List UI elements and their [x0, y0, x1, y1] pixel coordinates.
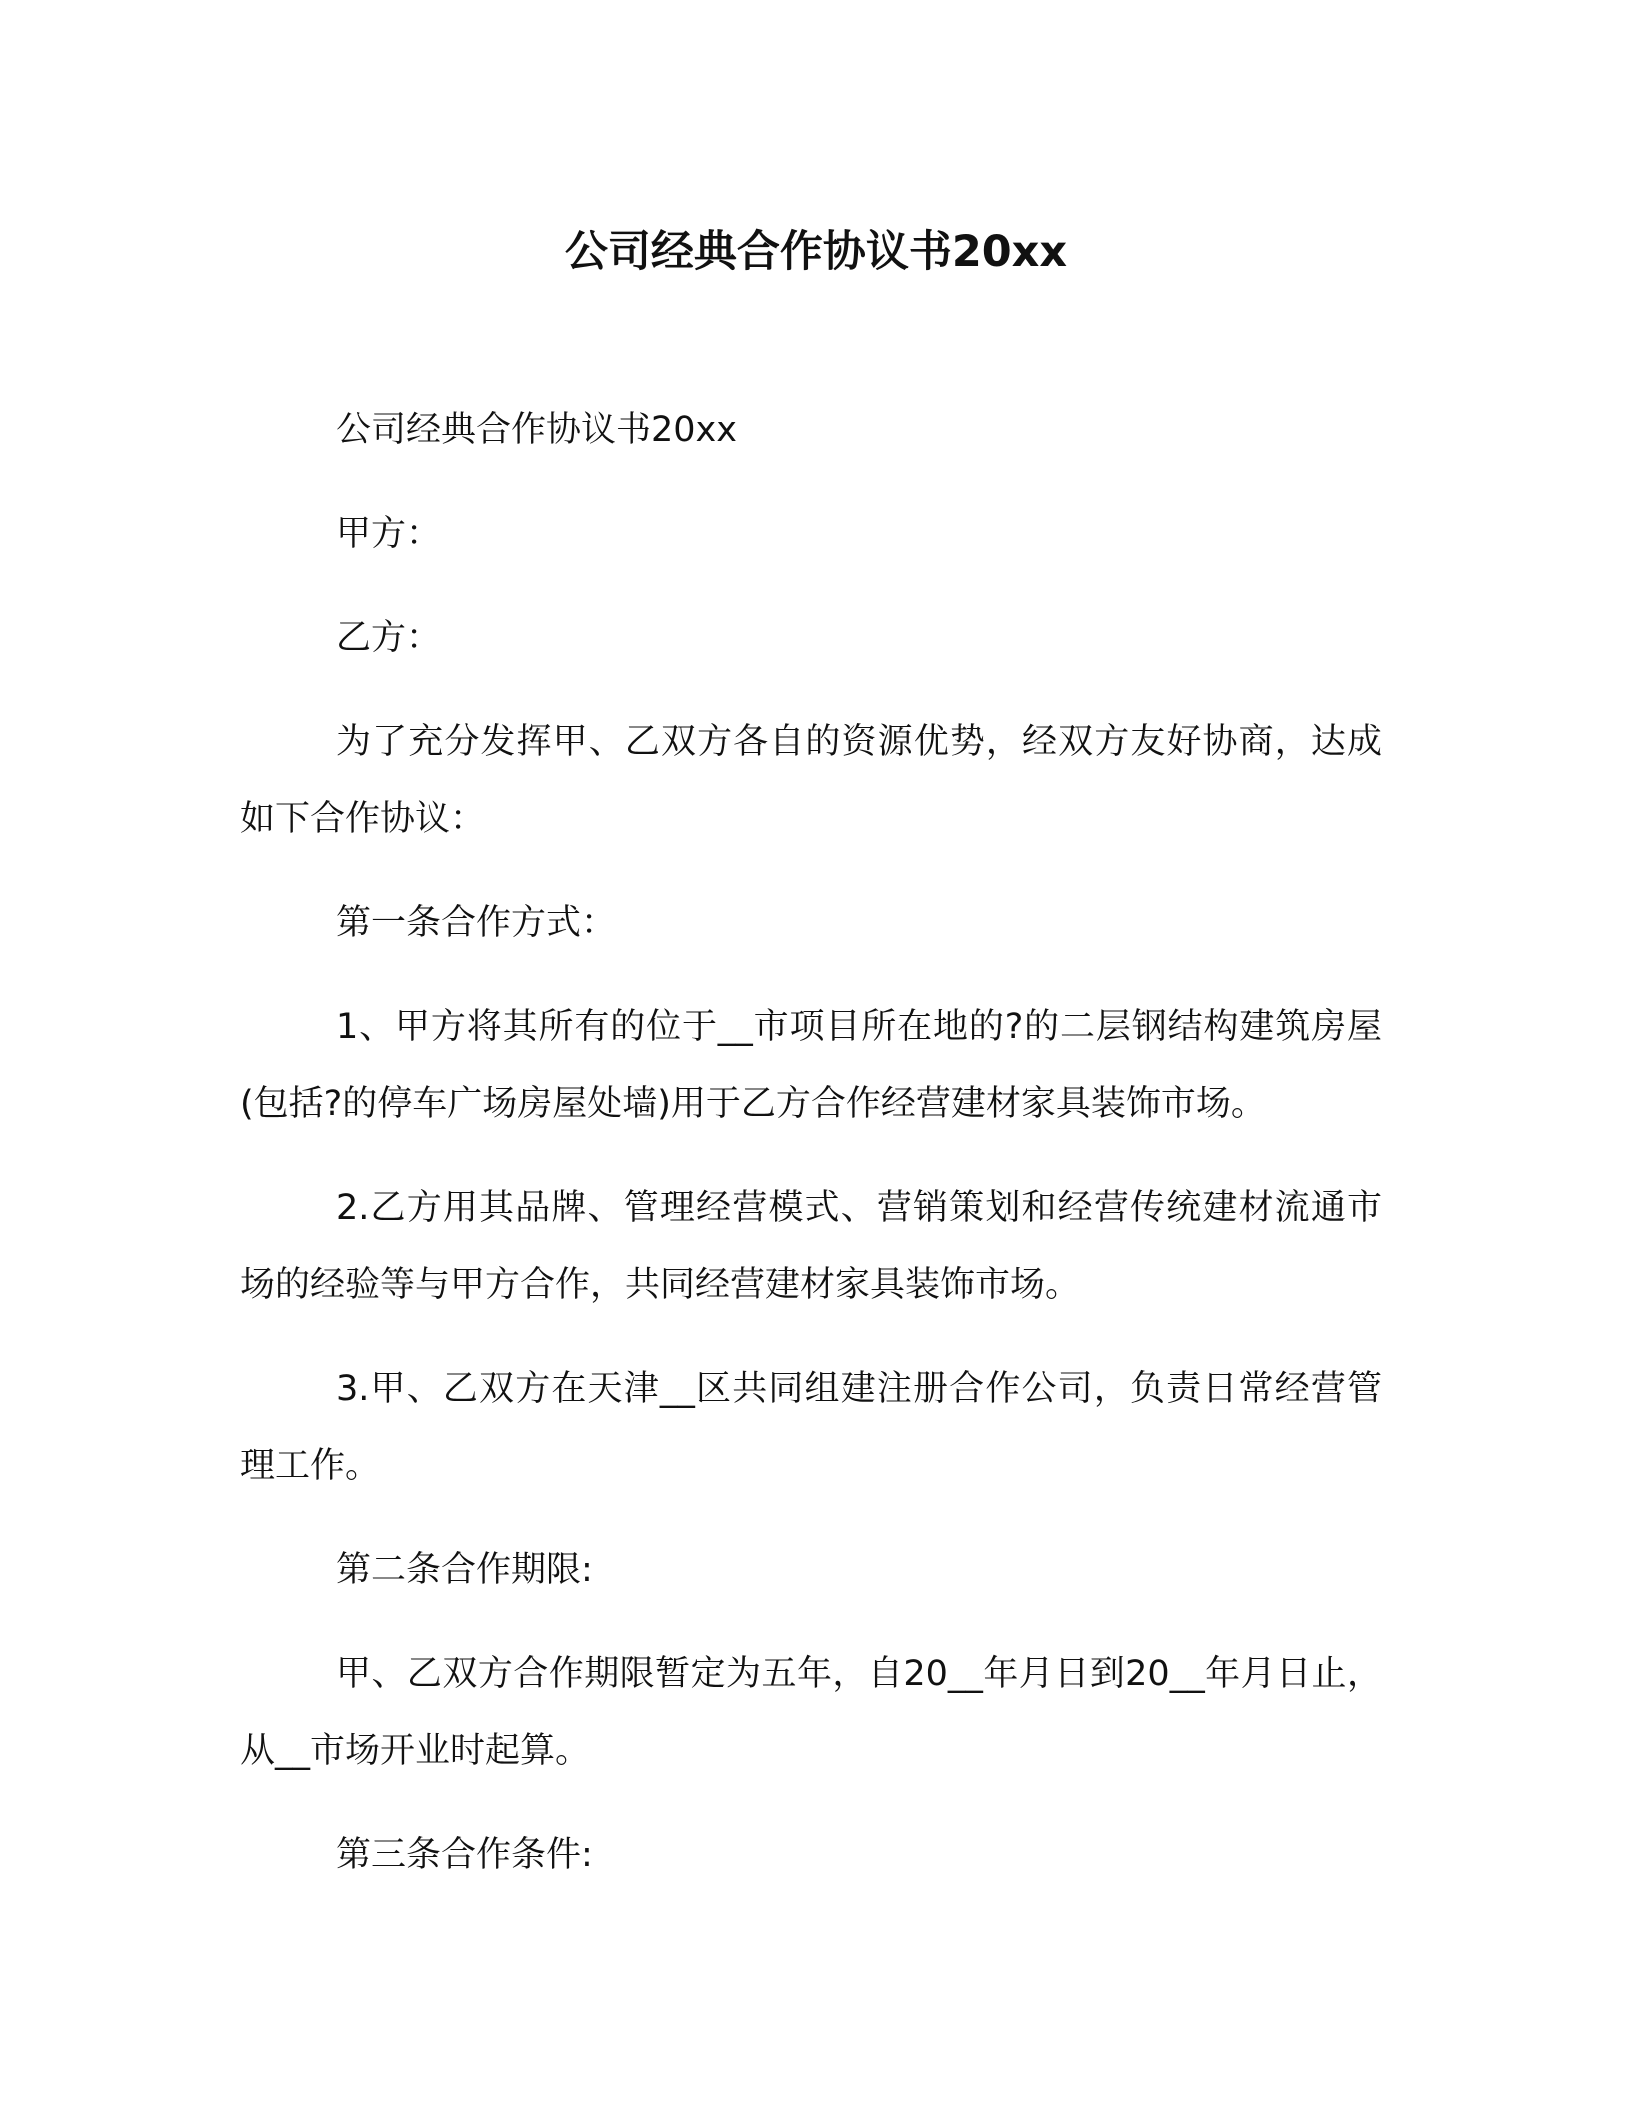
paragraph-article-1-item-3: 3.甲、乙双方在天津__区共同组建注册合作公司，负责日常经营管理工作。	[240, 1369, 1382, 1486]
paragraph-article-2-term: 甲、乙双方合作期限暂定为五年，自20__年月日到20__年月日止，从__市场开业时起算。	[240, 1654, 1382, 1771]
paragraph-preamble: 为了充分发挥甲、乙双方各自的资源优势，经双方友好协商，达成如下合作协议：	[240, 722, 1382, 839]
paragraph-party-b: 乙方：	[336, 618, 442, 658]
document-title: 公司经典合作协议书20xx	[564, 227, 1068, 277]
paragraph-article-1-heading: 第一条合作方式：	[336, 903, 617, 943]
paragraph-party-a: 甲方：	[336, 514, 442, 554]
paragraph-article-2-heading: 第二条合作期限:	[336, 1550, 593, 1590]
paragraph-article-3-heading: 第三条合作条件:	[336, 1835, 593, 1875]
paragraph-subtitle: 公司经典合作协议书20xx	[336, 410, 737, 450]
paragraph-article-1-item-1: 1、甲方将其所有的位于__市项目所在地的?的二层钢结构建筑房屋(包括?的停车广场房屋处墙)用于乙方合作经营建材家具装饰市场。	[240, 1007, 1382, 1124]
document-body	[240, 392, 1382, 1921]
paragraph-article-1-item-2: 2.乙方用其品牌、管理经营模式、营销策划和经营传统建材流通市场的经验等与甲方合作，共同经营建材家具装饰市场。	[240, 1188, 1382, 1305]
